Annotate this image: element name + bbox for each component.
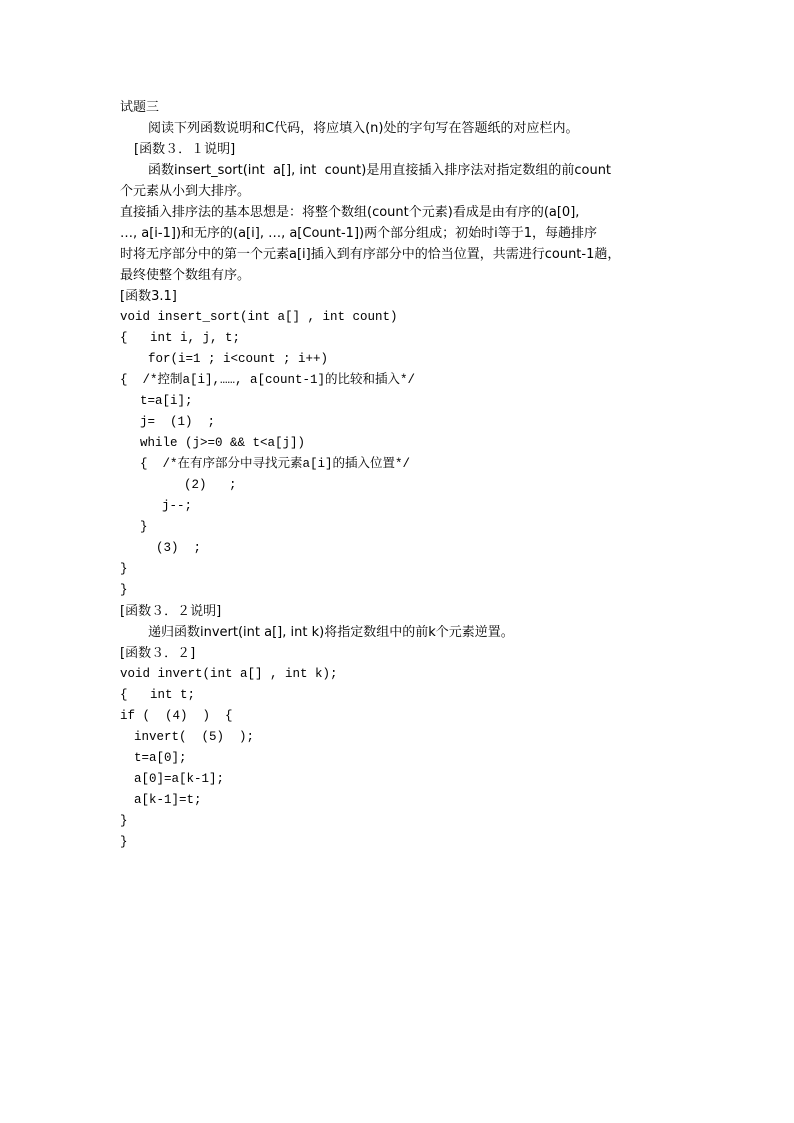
section-3-2-heading: [函数３．２说明] — [120, 604, 222, 619]
code-line: { /*在有序部分中寻找元素a[i]的插入位置*/ — [140, 457, 411, 471]
code-line: j= (1) ; — [140, 415, 216, 429]
code-line: for(i=1 ; i<count ; i++) — [148, 352, 329, 366]
question-title: 试题三 — [120, 100, 160, 115]
code-line: a[k-1]=t; — [134, 793, 202, 807]
section-3-1-desc-line-2: 个元素从小到大排序。 — [120, 184, 251, 199]
intro-text: 阅读下列函数说明和C代码，将应填入(n)处的字句写在答题纸的对应栏内。 — [148, 121, 579, 136]
code-line: (2) ; — [184, 478, 237, 492]
code-line: } — [120, 583, 128, 597]
code-line: } — [120, 562, 128, 576]
code-line: void insert_sort(int a[] , int count) — [120, 310, 398, 324]
code-line: invert( (5) ); — [134, 730, 255, 744]
code-line: } — [140, 520, 148, 534]
document-page — [120, 97, 680, 853]
code-line: } — [120, 835, 128, 849]
code-3-1-block — [120, 307, 680, 601]
code-line: while (j>=0 && t<a[j]) — [140, 436, 306, 450]
section-3-1-desc-line-6: 最终使整个数组有序。 — [120, 268, 251, 283]
code-line: if ( (4) ) { — [120, 709, 233, 723]
code-3-1-heading: [函数3.1] — [120, 289, 177, 304]
section-3-1-desc-line-4: …, a[i-1])和无序的(a[i], …, a[Count-1])两个部分组成；初始时i等于1，每趟排序 — [120, 226, 597, 241]
code-line: { int i, j, t; — [120, 331, 241, 345]
code-line: { /*控制a[i],……, a[count-1]的比较和插入*/ — [120, 373, 416, 387]
code-3-2-block — [120, 664, 680, 853]
code-line: } — [120, 814, 128, 828]
code-3-2-heading: [函数３．２] — [120, 646, 196, 661]
section-3-1-heading: [函数３．１说明] — [134, 142, 236, 157]
code-line: j--; — [162, 499, 193, 513]
code-line: { int t; — [120, 688, 196, 702]
section-3-2-desc: 递归函数invert(int a[], int k)将指定数组中的前k个元素逆置。 — [148, 625, 514, 640]
code-line: t=a[0]; — [134, 751, 187, 765]
section-3-1-desc-line-3: 直接插入排序法的基本思想是：将整个数组(count个元素)看成是由有序的(a[0], — [120, 205, 580, 220]
code-line: a[0]=a[k-1]; — [134, 772, 225, 786]
code-line: (3) ; — [156, 541, 202, 555]
code-line: void invert(int a[] , int k); — [120, 667, 338, 681]
code-line: t=a[i]; — [140, 394, 193, 408]
section-3-1-desc-line-1: 函数insert_sort(int a[], int count)是用直接插入排序法对指定数组的前count — [148, 163, 612, 178]
section-3-1-desc-line-5: 时将无序部分中的第一个元素a[i]插入到有序部分中的恰当位置，共需进行count-1趟， — [120, 247, 621, 262]
